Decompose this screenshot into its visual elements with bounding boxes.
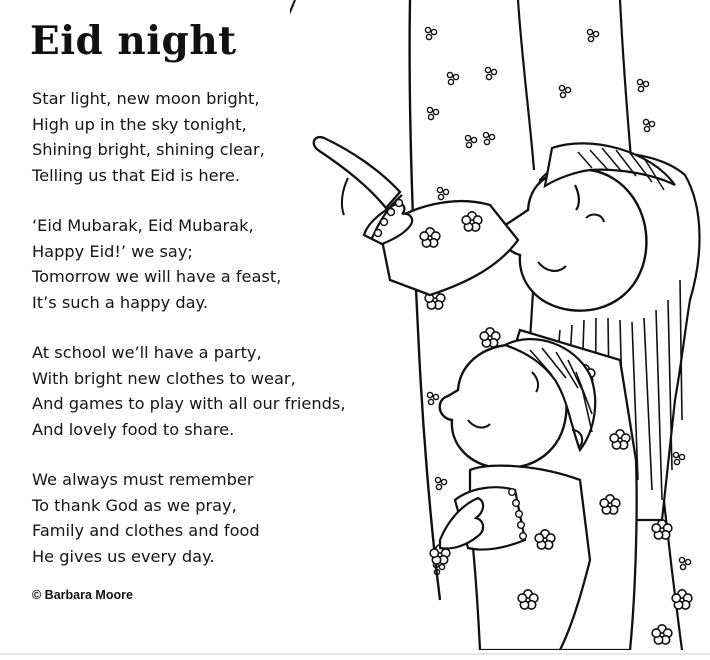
children-window-illustration [290,0,710,650]
poem-line: High up in the sky tonight, [32,114,247,134]
poem-line: Happy Eid!’ we say; [32,241,193,261]
poem-line: Family and clothes and food [32,521,260,540]
poem-line: With bright new clothes to wear, [32,368,296,388]
poem-line: Shining bright, shining clear, [32,140,265,159]
poem-line: Telling us that Eid is here. [32,165,240,185]
poem-line: And games to play with all our friends, [32,394,346,413]
poem-line: And lovely food to share. [32,419,235,439]
footer-rule [0,652,710,660]
poem-line: We always must remember [32,470,254,489]
poem-title: Eid night [30,18,237,64]
poem-line: At school we’ll have a party, [32,343,262,362]
author-credit: © Barbara Moore [32,588,133,602]
poem-line: To thank God as we pray, [32,495,237,515]
poem-line: He gives us every day. [32,546,215,566]
poem-line: Tomorrow we will have a feast, [32,267,282,286]
poem-line: ‘Eid Mubarak, Eid Mubarak, [32,216,254,235]
poem-line: Star light, new moon bright, [32,89,260,108]
poem-line: It’s such a happy day. [32,292,208,312]
